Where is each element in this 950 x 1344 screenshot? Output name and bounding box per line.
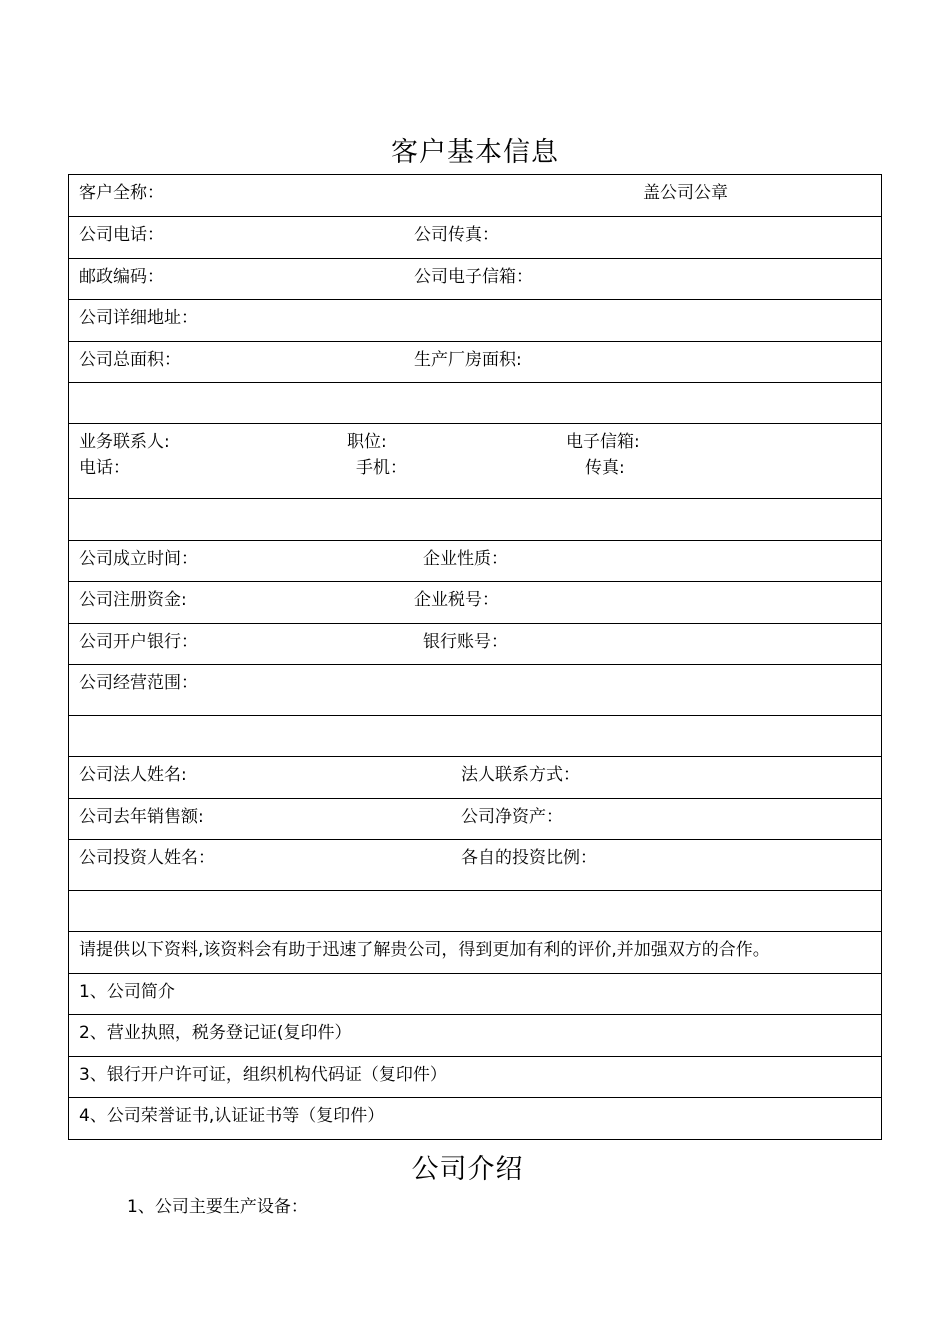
request-text: 请提供以下资料,该资料会有助于迅速了解贵公司，得到更加有利的评价,并加强双方的合作。 [79, 940, 770, 960]
row-doc-4 [69, 1098, 881, 1139]
mobile-label: 手机： [356, 458, 407, 478]
row-legal [69, 757, 881, 799]
plant-area-label: 生产厂房面积: [414, 350, 522, 370]
row-address [69, 300, 881, 342]
row-postcode-email [69, 259, 881, 300]
row-doc-1 [69, 974, 881, 1015]
founded-time-label: 公司成立时间： [79, 549, 198, 569]
contact-email-label: 电子信箱: [566, 432, 640, 452]
business-scope-label: 公司经营范围： [79, 673, 198, 693]
row-scope [69, 665, 881, 716]
bank-account-label: 银行账号： [423, 632, 508, 652]
contact-fax-label: 传真: [585, 458, 625, 478]
row-founded [69, 541, 881, 582]
row-sales [69, 799, 881, 840]
net-assets-label: 公司净资产： [461, 807, 563, 827]
contact-phone-label: 电话： [79, 458, 130, 478]
row-blank-1 [69, 383, 881, 424]
tax-number-label: 企业税号： [414, 590, 499, 610]
company-seal-label: 盖公司公章 [643, 183, 728, 203]
document-item: 1、公司简介 [79, 982, 175, 1002]
address-label: 公司详细地址： [79, 308, 198, 328]
bank-label: 公司开户银行： [79, 632, 198, 652]
enterprise-nature-label: 企业性质： [423, 549, 508, 569]
document-item: 4、公司荣誉证书,认证证书等（复印件） [79, 1106, 385, 1126]
legal-person-label: 公司法人姓名: [79, 765, 187, 785]
row-phone-fax [69, 217, 881, 259]
row-blank-2 [69, 499, 881, 541]
row-blank-3 [69, 716, 881, 757]
total-area-label: 公司总面积： [79, 350, 181, 370]
legal-contact-label: 法人联系方式： [461, 765, 580, 785]
customer-name-label: 客户全称： [79, 183, 164, 203]
contact-person-label: 业务联系人: [79, 432, 170, 452]
row-contact [69, 424, 881, 499]
investment-ratio-label: 各自的投资比例： [461, 848, 597, 868]
row-capital [69, 582, 881, 624]
row-blank-4 [69, 891, 881, 932]
production-equipment-label: 1、公司主要生产设备： [127, 1197, 308, 1217]
postcode-label: 邮政编码： [79, 267, 164, 287]
row-customer-name [69, 175, 881, 217]
row-bank [69, 624, 881, 665]
position-label: 职位: [347, 432, 387, 452]
company-phone-label: 公司电话： [79, 225, 164, 245]
row-doc-3 [69, 1057, 881, 1098]
row-investor [69, 840, 881, 891]
company-intro-title: 公司介绍 [411, 1154, 524, 1185]
row-request [69, 932, 881, 974]
form-title: 客户基本信息 [391, 137, 559, 168]
customer-info-form [68, 174, 882, 1140]
sales-label: 公司去年销售额: [79, 807, 204, 827]
row-doc-2 [69, 1015, 881, 1057]
company-email-label: 公司电子信箱： [414, 267, 533, 287]
registered-capital-label: 公司注册资金: [79, 590, 187, 610]
document-item: 2、营业执照，税务登记证(复印件） [79, 1023, 352, 1043]
row-area [69, 342, 881, 383]
investor-label: 公司投资人姓名： [79, 848, 215, 868]
document-item: 3、银行开户许可证，组织机构代码证（复印件） [79, 1065, 447, 1085]
company-fax-label: 公司传真： [414, 225, 499, 245]
